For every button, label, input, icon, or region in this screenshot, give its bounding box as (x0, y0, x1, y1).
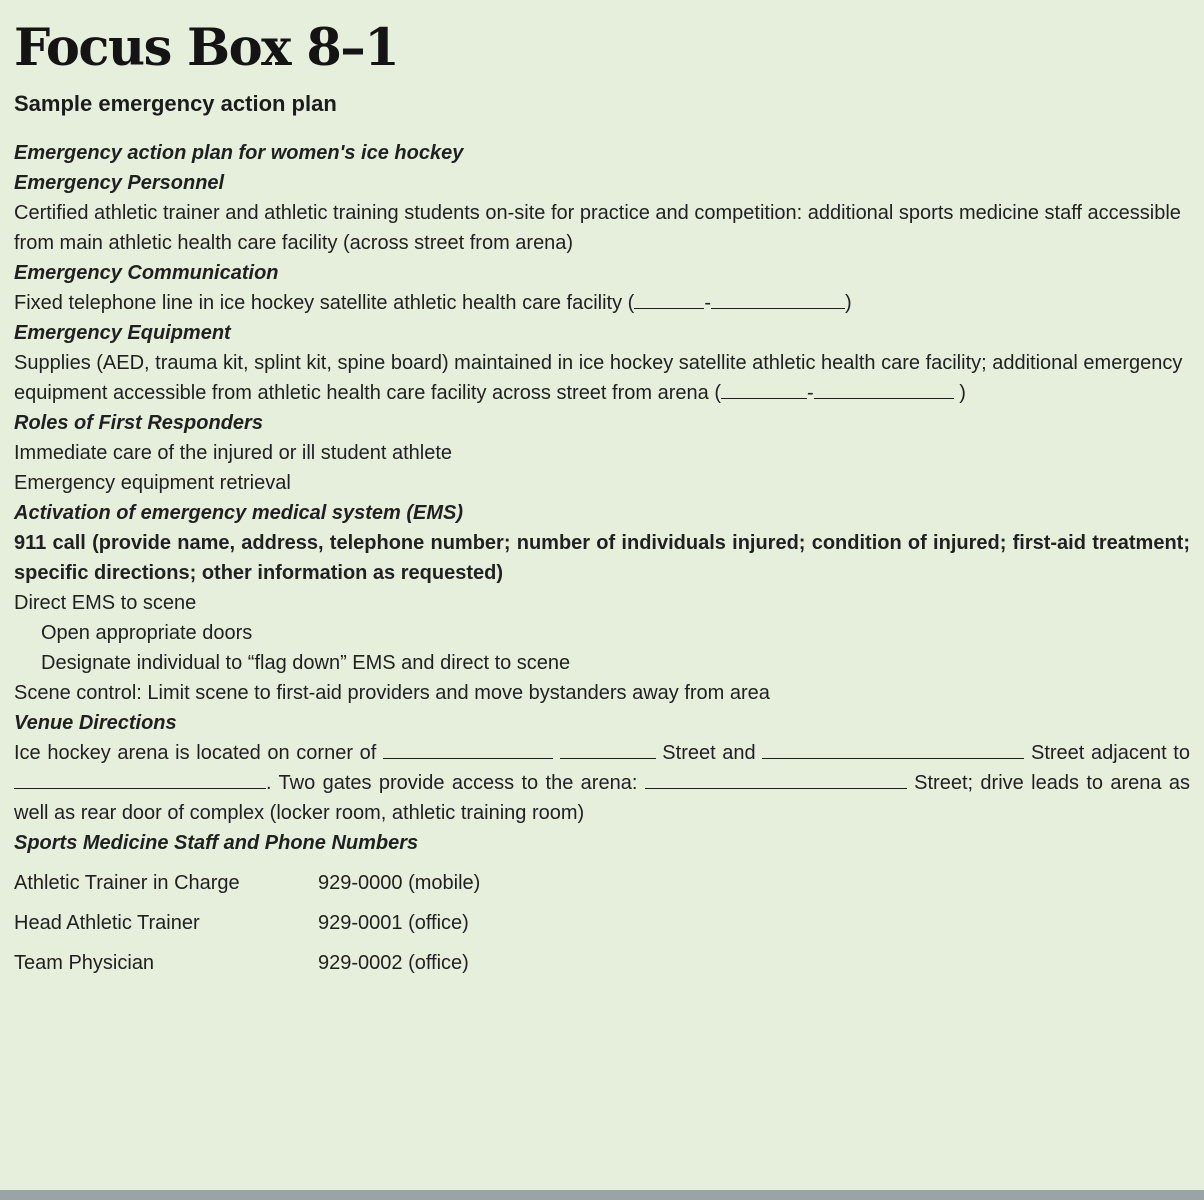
street-blank-2 (560, 740, 656, 759)
ems-heading: Activation of emergency medical system (EMS) (14, 502, 464, 524)
communication-heading: Emergency Communication (14, 262, 279, 284)
staff-row (14, 868, 1190, 898)
equipment-heading: Emergency Equipment (14, 322, 231, 344)
venue-part-2: Street and (662, 742, 756, 764)
staff-role: Team Physician (14, 952, 155, 974)
venue-text (14, 738, 1190, 828)
communication-text-before: Fixed telephone line in ice hockey satellite athletic health care facility ( (14, 292, 635, 314)
communication-text-after: ) (845, 292, 852, 314)
equipment-phone-blank-prefix (721, 380, 807, 399)
venue-part-3: Street adjacent to (1031, 742, 1190, 764)
staff-row (14, 908, 1190, 938)
staff-row (14, 948, 1190, 978)
gate-street-blank (645, 770, 907, 789)
street-blank-1 (383, 740, 553, 759)
adjacent-blank (14, 770, 266, 789)
staff-heading: Sports Medicine Staff and Phone Numbers (14, 832, 419, 854)
venue-heading: Venue Directions (14, 712, 177, 734)
staff-phone: 929-0002 (office) (318, 952, 469, 974)
communication-separator: - (704, 292, 712, 314)
personnel-text: Certified athletic trainer and athletic training students on-site for practice and competition: additional sports medicine staff accessible from main athletic health care facility (across street from arena) (14, 202, 1181, 254)
equipment-text (14, 348, 1190, 408)
personnel-heading: Emergency Personnel (14, 172, 225, 194)
venue-part-1: Ice hockey arena is located on corner of (14, 742, 377, 764)
staff-table (14, 868, 1190, 978)
phone-blank-number (711, 290, 845, 309)
bottom-border (0, 1190, 1204, 1200)
ems-call-text: 911 call (provide name, address, telephone number; number of individuals injured; condition of injured; first-aid treatment; specific directions; other information as requested) (14, 532, 1190, 584)
venue-part-4: . Two gates provide access to the arena: (266, 772, 638, 794)
phone-blank-prefix (634, 290, 704, 309)
equipment-phone-blank-number (814, 380, 954, 399)
plan-content (14, 138, 1190, 988)
venue-part-5: Street; drive leads to arena as well as rear door of complex (locker room, athletic training room) (14, 772, 1190, 824)
staff-role: Head Athletic Trainer (14, 912, 200, 934)
ems-sub-item: Open appropriate doors (41, 622, 253, 644)
roles-heading: Roles of First Responders (14, 412, 263, 434)
equipment-separator: - (806, 382, 814, 404)
communication-text (14, 288, 1190, 318)
staff-phone: 929-0000 (mobile) (318, 872, 481, 894)
equipment-text-before: Supplies (AED, trauma kit, splint kit, spine board) maintained in ice hockey satellite athletic health care facility; additional emergency equipment accessible from athletic health care facility across street from arena ( (14, 352, 1183, 404)
ems-direct-text: Direct EMS to scene (14, 592, 197, 614)
staff-role: Athletic Trainer in Charge (14, 872, 240, 894)
equipment-text-after: ) (953, 382, 966, 404)
roles-item: Emergency equipment retrieval (14, 472, 291, 494)
staff-phone: 929-0001 (office) (318, 912, 469, 934)
page-title: Focus Box 8–1 (14, 18, 399, 78)
scene-control-text: Scene control: Limit scene to first-aid providers and move bystanders away from area (14, 682, 770, 704)
roles-item: Immediate care of the injured or ill student athlete (14, 442, 453, 464)
street-blank-3 (762, 740, 1024, 759)
ems-sub-item: Designate individual to “flag down” EMS and direct to scene (41, 652, 571, 674)
plan-heading: Emergency action plan for women's ice hockey (14, 142, 464, 164)
page-subtitle: Sample emergency action plan (14, 91, 337, 116)
